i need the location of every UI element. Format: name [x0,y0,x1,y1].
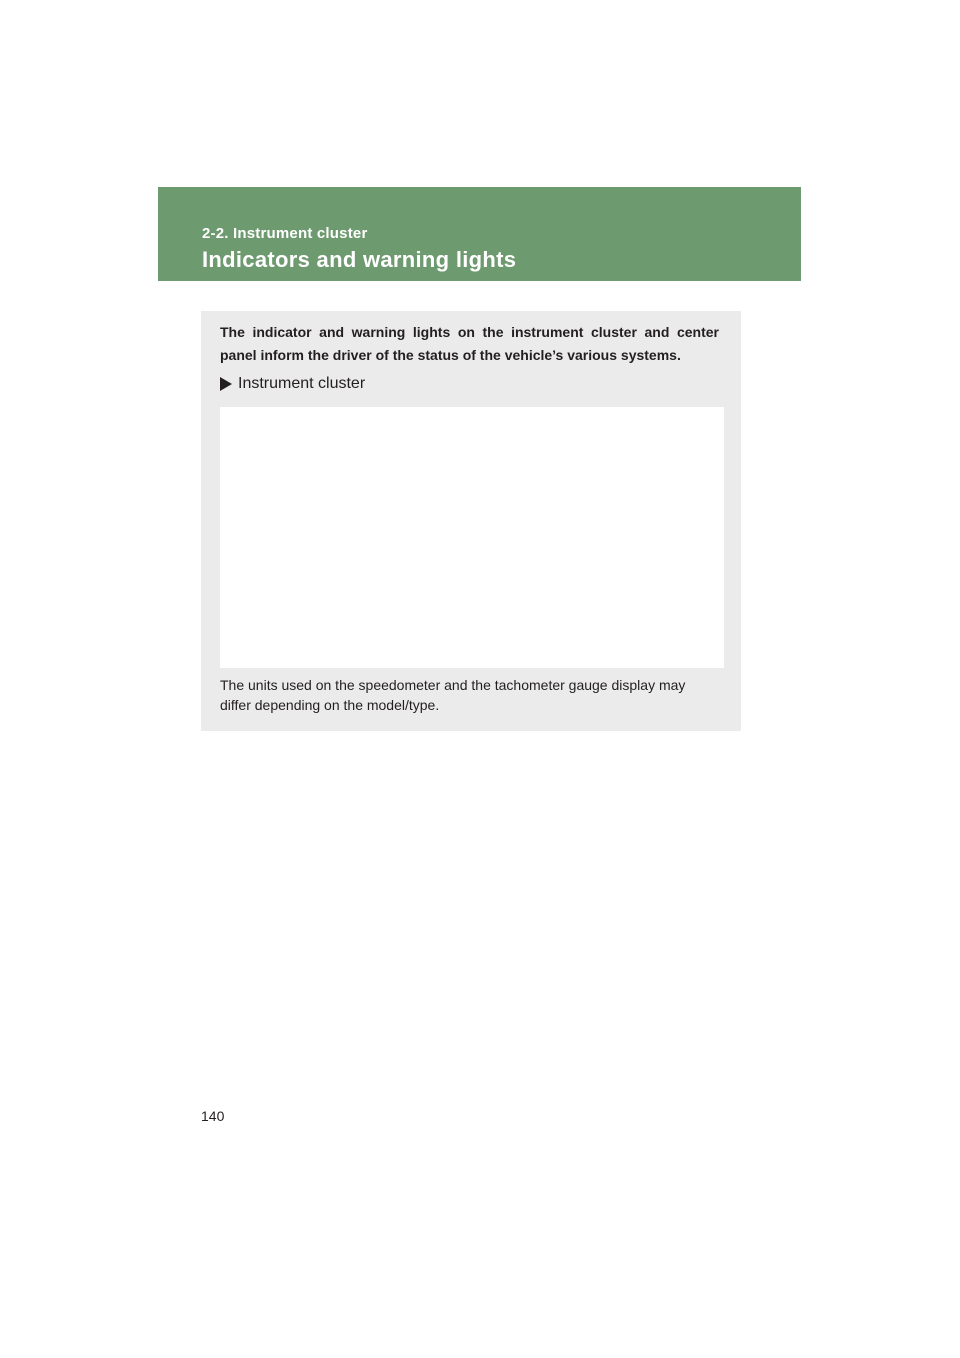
instrument-cluster-figure [220,407,724,668]
note-text: The units used on the speedometer and the tachometer gauge display may differ depending on the model/type. [220,677,686,713]
section-label: 2-2. Instrument cluster [202,225,368,242]
page-number: 140 [201,1108,225,1124]
section-header [158,187,801,281]
content-box [201,311,741,731]
subheading [220,375,365,393]
intro-text: The indicator and warning lights on the instrument cluster and center panel inform the driver of the status of the vehicle’s various systems. [220,324,719,363]
triangle-right-icon [220,377,232,391]
subheading-label: Instrument cluster [238,375,366,392]
page-title: Indicators and warning lights [202,247,517,272]
